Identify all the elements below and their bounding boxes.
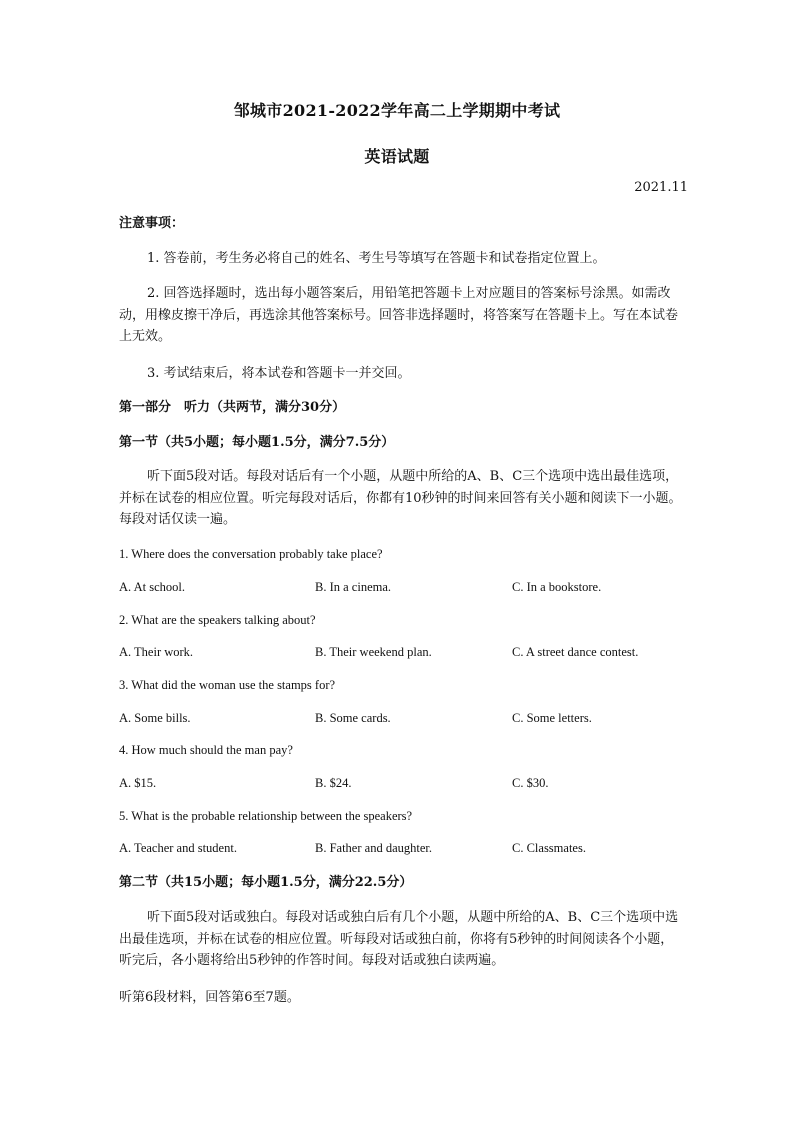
q1-option-a: A. At school. [119, 580, 185, 594]
question-3: 3. What did the woman use the stamps for? [119, 678, 336, 692]
notice-item-1: 1. 答卷前，考生务必将自己的姓名、考生号等填写在答题卡和试卷指定位置上。 [147, 251, 606, 266]
question-5: 5. What is the probable relationship between the speakers? [119, 809, 413, 823]
exam-date: 2021.11 [634, 180, 688, 195]
exam-subtitle: 英语试题 [364, 147, 430, 166]
section2-material-note: 听第6段材料，回答第6至7题。 [119, 990, 300, 1005]
q5-option-a: A. Teacher and student. [119, 841, 237, 855]
exam-title: 邹城市2021-2022学年高二上学期期中考试 [233, 101, 561, 120]
notice-heading: 注意事项： [119, 216, 185, 231]
q2-option-a: A. Their work. [119, 645, 194, 659]
notice-item-2: 2. 回答选择题时，选出每小题答案后，用铅笔把答题卡上对应题目的答案标号涂黑。如需改动，用橡皮擦干净后，再选涂其他答案标号。回答非选择题时，将答案写在答题卡上。写在本试卷上无效。 [119, 286, 679, 344]
part1-heading: 第一部分 听力（共两节，满分30分） [119, 400, 346, 415]
section1-heading: 第一节（共5小题；每小题1.5分，满分7.5分） [119, 435, 395, 450]
q3-option-b: B. Some cards. [315, 711, 391, 725]
q2-option-b: B. Their weekend plan. [315, 645, 432, 659]
section2-heading: 第二节（共15小题；每小题1.5分，满分22.5分） [119, 875, 413, 890]
section2-instructions: 听下面5段对话或独白。每段对话或独白后有几个小题，从题中所给的A、B、C三个选项中选出最佳选项，并标在试卷的相应位置。听每段对话或独白前，你将有5秒钟的时间阅读各个小题，听完后，各小题将给出5秒钟的作答时间。每段对话或独白读两遍。 [119, 910, 679, 968]
q3-option-c: C. Some letters. [512, 711, 592, 725]
q2-option-c: C. A street dance contest. [512, 645, 639, 659]
notice-item-3: 3. 考试结束后，将本试卷和答题卡一并交回。 [147, 366, 411, 381]
q3-option-a: A. Some bills. [119, 711, 191, 725]
question-1: 1. Where does the conversation probably take place? [119, 547, 383, 561]
question-2: 2. What are the speakers talking about? [119, 613, 316, 627]
q4-option-a: A. $15. [119, 776, 157, 790]
q4-option-b: B. $24. [315, 776, 352, 790]
section1-instructions: 听下面5段对话。每段对话后有一个小题，从题中所给的A、B、C三个选项中选出最佳选项，并标在试卷的相应位置。听完每段对话后，你都有10秒钟的时间来回答有关小题和阅读下一小题。每段对话仅读一遍。 [119, 469, 682, 527]
q5-option-c: C. Classmates. [512, 841, 586, 855]
question-4: 4. How much should the man pay? [119, 743, 293, 757]
q5-option-b: B. Father and daughter. [315, 841, 432, 855]
q1-option-c: C. In a bookstore. [512, 580, 602, 594]
q1-option-b: B. In a cinema. [315, 580, 392, 594]
q4-option-c: C. $30. [512, 776, 549, 790]
